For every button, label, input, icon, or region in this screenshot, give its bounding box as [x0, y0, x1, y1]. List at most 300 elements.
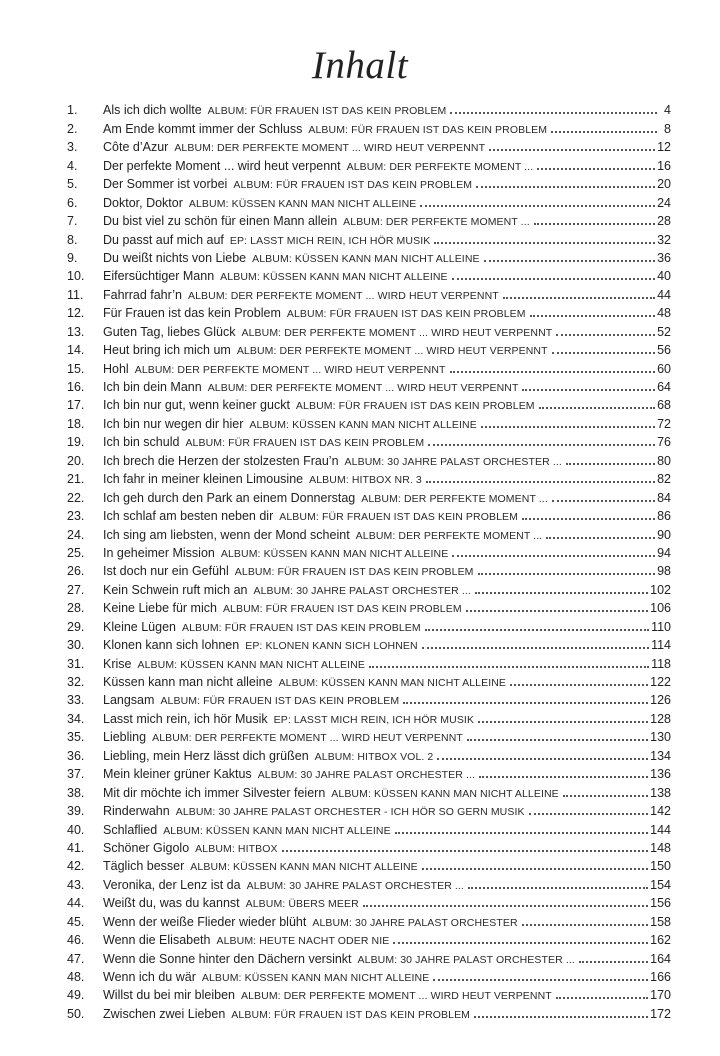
- album-name: ALBUM: 30 JAHRE PALAST ORCHESTER ...: [253, 584, 471, 597]
- album-name: ALBUM: DER PERFEKTE MOMENT ... WIRD HEUT VERPENNT: [236, 345, 548, 358]
- toc-entry: [67, 744, 671, 762]
- toc-entry: [67, 99, 671, 117]
- entry-number: 50.: [67, 1006, 85, 1021]
- dot-leader: [522, 924, 649, 926]
- song-title: Wenn die Sonne hinter den Dächern versinkt: [103, 951, 352, 966]
- song-title: Côte d’Azur: [103, 140, 169, 155]
- entry-number: 6.: [67, 195, 78, 210]
- album-name: ALBUM: FÜR FRAUEN IST DAS KEIN PROBLEM: [207, 105, 447, 118]
- entry-number: 45.: [67, 914, 85, 929]
- album-name: ALBUM: HEUTE NACHT ODER NIE: [216, 935, 390, 948]
- page-number: 126: [650, 693, 671, 708]
- toc-entry: [67, 800, 671, 818]
- album-name: EP: LASST MICH REIN, ICH HÖR MUSIK: [229, 234, 431, 247]
- song-title: Du bist viel zu schön für einen Mann allein: [103, 214, 338, 229]
- entry-number: 32.: [67, 675, 85, 689]
- entry-number: 36.: [67, 748, 85, 763]
- page-number: 36: [657, 250, 671, 265]
- song-title: Der Sommer ist vorbei: [103, 177, 228, 192]
- toc-entry: [67, 283, 671, 301]
- entry-number: 1.: [67, 103, 78, 118]
- page-number: 164: [650, 951, 671, 966]
- entry-number: 25.: [67, 545, 85, 560]
- dot-leader: [433, 979, 648, 981]
- dot-leader: [403, 702, 648, 704]
- entry-number: 31.: [67, 656, 85, 671]
- page-number: 28: [657, 214, 671, 229]
- toc-entry: [67, 339, 671, 357]
- entry-number: 15.: [67, 361, 85, 376]
- page-number: 122: [650, 675, 671, 689]
- dot-leader: [522, 518, 655, 520]
- song-title: Küssen kann man nicht alleine: [103, 675, 273, 689]
- dot-leader: [468, 887, 648, 889]
- dot-leader: [420, 205, 655, 207]
- song-title: In geheimer Mission: [103, 545, 215, 560]
- entry-number: 44.: [67, 896, 85, 911]
- entry-number: 8.: [67, 232, 78, 247]
- song-title: Keine Liebe für mich: [103, 601, 217, 616]
- song-title: Liebling, mein Herz lässt dich grüßen: [103, 748, 309, 763]
- toc-entry: [67, 431, 671, 449]
- page-number: 16: [657, 158, 671, 173]
- toc-entry: [67, 154, 671, 172]
- page-number: 110: [651, 619, 671, 634]
- toc-entry: [67, 966, 671, 984]
- album-name: ALBUM: FÜR FRAUEN IST DAS KEIN PROBLEM: [181, 621, 421, 634]
- entry-number: 49.: [67, 988, 85, 1003]
- dot-leader: [534, 223, 655, 225]
- entry-number: 38.: [67, 785, 85, 800]
- song-title: Doktor, Doktor: [103, 195, 183, 210]
- entry-number: 29.: [67, 619, 85, 634]
- album-name: ALBUM: KÜSSEN KANN MAN NICHT ALLEINE: [278, 677, 507, 689]
- song-title: Schlaflied: [103, 822, 158, 837]
- page-number: 12: [657, 140, 671, 155]
- album-name: ALBUM: KÜSSEN KANN MAN NICHT ALLEINE: [331, 787, 559, 800]
- entry-number: 12.: [67, 306, 85, 321]
- song-title: Weißt du, was du kannst: [103, 896, 240, 911]
- song-title: Wenn der weiße Flieder wieder blüht: [103, 914, 307, 929]
- album-name: ALBUM: DER PERFEKTE MOMENT ...: [346, 160, 534, 173]
- album-name: ALBUM: HITBOX: [195, 842, 278, 855]
- song-title: Wenn die Elisabeth: [103, 933, 211, 948]
- dot-leader: [434, 242, 655, 244]
- entry-number: 46.: [67, 933, 85, 948]
- dot-leader: [422, 647, 649, 649]
- toc-entry: [67, 726, 671, 744]
- song-title: Du weißt nichts von Liebe: [103, 250, 247, 265]
- song-title: Fahrrad fahr’n: [103, 287, 182, 302]
- album-name: ALBUM: KÜSSEN KANN MAN NICHT ALLEINE: [252, 252, 480, 265]
- entry-number: 34.: [67, 711, 85, 726]
- dot-leader: [489, 149, 655, 151]
- entry-number: 4.: [67, 158, 78, 173]
- entry-number: 13.: [67, 324, 85, 339]
- album-name: ALBUM: KÜSSEN KANN MAN NICHT ALLEINE: [249, 418, 477, 431]
- toc-entry: [67, 228, 671, 246]
- page-number: 148: [650, 840, 671, 855]
- album-name: ALBUM: DER PERFEKTE MOMENT ... WIRD HEUT VERPENNT: [241, 990, 552, 1003]
- song-title: Für Frauen ist das kein Problem: [103, 306, 281, 321]
- album-name: ALBUM: KÜSSEN KANN MAN NICHT ALLEINE: [220, 271, 448, 284]
- toc-entry: [67, 320, 671, 338]
- song-title: Eifersüchtiger Mann: [103, 269, 215, 284]
- toc-entry: [67, 173, 671, 191]
- dot-leader: [467, 739, 648, 741]
- song-title: Ich geh durch den Park an einem Donnerstag: [103, 490, 356, 505]
- page-number: 4: [664, 103, 671, 118]
- page-number: 86: [657, 509, 671, 524]
- entry-number: 3.: [67, 140, 78, 155]
- toc-entry: [67, 302, 671, 320]
- page-number: 64: [657, 380, 671, 394]
- entry-number: 48.: [67, 970, 85, 984]
- dot-leader: [566, 463, 655, 465]
- album-name: EP: LASST MICH REIN, ICH HÖR MUSIK: [273, 713, 475, 726]
- album-name: ALBUM: FÜR FRAUEN IST DAS KEIN PROBLEM: [308, 123, 548, 136]
- song-title: Du passt auf mich auf: [103, 232, 224, 247]
- dot-leader: [428, 444, 655, 446]
- entry-number: 21.: [67, 472, 85, 487]
- toc-entry: [67, 781, 671, 799]
- page-number: 130: [650, 730, 671, 745]
- toc-entry: [67, 689, 671, 707]
- entry-number: 26.: [67, 564, 85, 579]
- entry-number: 30.: [67, 638, 85, 653]
- page-number: 114: [651, 638, 671, 653]
- album-name: ALBUM: DER PERFEKTE MOMENT ... WIRD HEUT VERPENNT: [187, 289, 499, 302]
- entry-number: 16.: [67, 380, 85, 394]
- album-name: ALBUM: 30 JAHRE PALAST ORCHESTER ...: [246, 879, 464, 892]
- song-title: Ich bin dein Mann: [103, 380, 202, 394]
- album-name: ALBUM: FÜR FRAUEN IST DAS KEIN PROBLEM: [222, 603, 462, 616]
- entry-number: 28.: [67, 601, 85, 616]
- album-name: ALBUM: 30 JAHRE PALAST ORCHESTER: [312, 916, 518, 929]
- dot-leader: [476, 186, 655, 188]
- table-of-contents: [67, 99, 671, 1021]
- entry-number: 41.: [67, 840, 85, 855]
- entry-number: 18.: [67, 416, 85, 431]
- dot-leader: [422, 868, 648, 870]
- dot-leader: [474, 1016, 648, 1018]
- page-number: 154: [650, 877, 671, 892]
- album-name: ALBUM: FÜR FRAUEN IST DAS KEIN PROBLEM: [160, 695, 400, 708]
- entry-number: 19.: [67, 435, 85, 450]
- song-title: Ich schlaf am besten neben dir: [103, 509, 274, 524]
- toc-entry: [67, 634, 671, 652]
- dot-leader: [395, 832, 648, 834]
- album-name: EP: KLONEN KANN SICH LOHNEN: [245, 640, 418, 653]
- album-name: ALBUM: KÜSSEN KANN MAN NICHT ALLEINE: [137, 658, 365, 671]
- toc-entry: [67, 892, 671, 910]
- album-name: ALBUM: ÜBERS MEER: [245, 898, 359, 911]
- dot-leader: [563, 795, 648, 797]
- entry-number: 43.: [67, 877, 85, 892]
- entry-number: 35.: [67, 730, 85, 745]
- page-number: 20: [657, 177, 671, 192]
- album-name: ALBUM: DER PERFEKTE MOMENT ... WIRD HEUT VERPENNT: [174, 142, 486, 155]
- dot-leader: [551, 131, 657, 133]
- album-name: ALBUM: DER PERFEKTE MOMENT ...: [343, 216, 530, 229]
- dot-leader: [452, 278, 655, 280]
- entry-number: 20.: [67, 453, 85, 468]
- dot-leader: [510, 684, 648, 686]
- album-name: ALBUM: 30 JAHRE PALAST ORCHESTER - ICH HÖR SO GERN MUSIK: [175, 806, 525, 819]
- song-title: Willst du bei mir bleiben: [103, 988, 235, 1003]
- song-title: Veronika, der Lenz ist da: [103, 877, 241, 892]
- entry-number: 9.: [67, 250, 78, 265]
- song-title: Kein Schwein ruft mich an: [103, 582, 248, 597]
- page-number: 56: [657, 343, 671, 358]
- dot-leader: [426, 481, 655, 483]
- toc-entry: [67, 984, 671, 1002]
- dot-leader: [393, 942, 648, 944]
- song-title: Schöner Gigolo: [103, 840, 190, 855]
- page-number: 82: [657, 472, 671, 487]
- song-title: Hohl: [103, 361, 129, 376]
- dot-leader: [579, 961, 648, 963]
- page-number: 76: [657, 435, 671, 450]
- toc-entry: [67, 873, 671, 891]
- album-name: ALBUM: DER PERFEKTE MOMENT ... WIRD HEUT VERPENNT: [134, 363, 446, 376]
- song-title: Wenn ich du wär: [103, 970, 196, 984]
- album-name: ALBUM: FÜR FRAUEN IST DAS KEIN PROBLEM: [279, 511, 518, 524]
- page-number: 44: [657, 287, 671, 302]
- dot-leader: [466, 610, 648, 612]
- song-title: Lasst mich rein, ich hör Musik: [103, 711, 268, 726]
- dot-leader: [452, 555, 655, 557]
- entry-number: 10.: [67, 269, 85, 284]
- toc-entry: [67, 910, 671, 928]
- toc-entry: [67, 468, 671, 486]
- album-name: ALBUM: FÜR FRAUEN IST DAS KEIN PROBLEM: [295, 400, 535, 413]
- song-title: Klonen kann sich lohnen: [103, 638, 240, 653]
- dot-leader: [556, 997, 648, 999]
- toc-entry: [67, 947, 671, 965]
- entry-number: 24.: [67, 527, 85, 542]
- dot-leader: [479, 776, 648, 778]
- page-number: 32: [657, 232, 671, 247]
- toc-entry: [67, 929, 671, 947]
- entry-number: 40.: [67, 822, 85, 837]
- album-name: ALBUM: 30 JAHRE PALAST ORCHESTER ...: [357, 953, 575, 966]
- song-title: Ich fahr in meiner kleinen Limousine: [103, 472, 304, 487]
- song-title: Ich bin nur gut, wenn keiner guckt: [103, 398, 290, 413]
- toc-entry: [67, 763, 671, 781]
- page-number: 84: [657, 490, 671, 505]
- album-name: ALBUM: FÜR FRAUEN IST DAS KEIN PROBLEM: [286, 308, 526, 321]
- toc-entry: [67, 707, 671, 725]
- entry-number: 14.: [67, 343, 85, 358]
- album-name: ALBUM: HITBOX VOL. 2: [314, 750, 434, 763]
- song-title: Kleine Lügen: [103, 619, 176, 634]
- dot-leader: [556, 334, 655, 336]
- page-number: 8: [664, 121, 671, 136]
- entry-number: 27.: [67, 582, 85, 597]
- toc-entry: [67, 818, 671, 836]
- dot-leader: [522, 389, 655, 391]
- entry-number: 7.: [67, 214, 78, 229]
- album-name: ALBUM: DER PERFEKTE MOMENT ... WIRD HEUT VERPENNT: [152, 732, 463, 745]
- dot-leader: [552, 352, 655, 354]
- page-number: 144: [650, 822, 671, 837]
- dot-leader: [450, 112, 657, 114]
- page-number: 24: [657, 195, 671, 210]
- toc-entry: [67, 578, 671, 596]
- page-number: 172: [650, 1006, 671, 1021]
- page-number: 156: [650, 896, 671, 911]
- toc-entry: [67, 542, 671, 560]
- page-number: 166: [650, 970, 671, 984]
- dot-leader: [546, 537, 655, 539]
- dot-leader: [450, 371, 656, 373]
- dot-leader: [530, 315, 656, 317]
- page-number: 72: [657, 416, 671, 431]
- entry-number: 23.: [67, 509, 85, 524]
- page-number: 68: [657, 398, 671, 413]
- dot-leader: [529, 813, 649, 815]
- toc-entry: [67, 505, 671, 523]
- toc-entry: [67, 615, 671, 633]
- page-number: 40: [657, 269, 671, 284]
- album-name: ALBUM: DER PERFEKTE MOMENT ... WIRD HEUT VERPENNT: [207, 382, 519, 394]
- album-name: ALBUM: 30 JAHRE PALAST ORCHESTER ...: [344, 455, 562, 468]
- song-title: Heut bring ich mich um: [103, 343, 231, 358]
- song-title: Rinderwahn: [103, 804, 170, 819]
- page-number: 142: [650, 804, 671, 819]
- page-number: 94: [657, 545, 671, 560]
- entry-number: 22.: [67, 490, 85, 505]
- page-number: 60: [657, 361, 671, 376]
- page-number: 150: [650, 859, 671, 874]
- song-title: Ich bin schuld: [103, 435, 180, 450]
- toc-entry: [67, 136, 671, 154]
- song-title: Am Ende kommt immer der Schluss: [103, 121, 303, 136]
- toc-entry: [67, 394, 671, 412]
- toc-entry: [67, 855, 671, 873]
- entry-number: 17.: [67, 398, 85, 413]
- dot-leader: [437, 758, 648, 760]
- dot-leader: [484, 260, 655, 262]
- toc-entry: [67, 1002, 671, 1020]
- dot-leader: [369, 666, 649, 668]
- dot-leader: [475, 592, 648, 594]
- page-number: 80: [657, 453, 671, 468]
- album-name: ALBUM: DER PERFEKTE MOMENT ...: [355, 529, 543, 542]
- entry-number: 11.: [67, 287, 84, 302]
- toc-entry: [67, 117, 671, 135]
- toc-entry: [67, 837, 671, 855]
- toc-entry: [67, 449, 671, 467]
- page-number: 134: [650, 748, 671, 763]
- page-number: 170: [650, 988, 671, 1003]
- dot-leader: [478, 573, 656, 575]
- song-title: Mit dir möchte ich immer Silvester feiern: [103, 785, 326, 800]
- entry-number: 2.: [67, 121, 78, 136]
- page-number: 162: [650, 933, 671, 948]
- toc-entry: [67, 560, 671, 578]
- album-name: ALBUM: KÜSSEN KANN MAN NICHT ALLEINE: [163, 824, 391, 837]
- song-title: Ich sing am liebsten, wenn der Mond scheint: [103, 527, 350, 542]
- page-number: 52: [657, 324, 671, 339]
- page-number: 158: [650, 914, 671, 929]
- song-title: Ich bin nur wegen dir hier: [103, 416, 244, 431]
- song-title: Ist doch nur ein Gefühl: [103, 564, 229, 579]
- album-name: ALBUM: DER PERFEKTE MOMENT ... WIRD HEUT VERPENNT: [241, 326, 553, 339]
- toc-entry: [67, 376, 671, 394]
- album-name: ALBUM: KÜSSEN KANN MAN NICHT ALLEINE: [188, 197, 417, 210]
- album-name: ALBUM: FÜR FRAUEN IST DAS KEIN PROBLEM: [231, 1008, 471, 1021]
- toc-entry: [67, 357, 671, 375]
- page-number: 48: [657, 306, 671, 321]
- song-title: Ich brech die Herzen der stolzesten Frau’n: [103, 453, 339, 468]
- entry-number: 39.: [67, 804, 85, 819]
- album-name: ALBUM: HITBOX NR. 3: [309, 474, 422, 487]
- toc-entry: [67, 523, 671, 541]
- album-name: ALBUM: KÜSSEN KANN MAN NICHT ALLEINE: [201, 972, 430, 984]
- song-title: Guten Tag, liebes Glück: [103, 324, 236, 339]
- toc-entry: [67, 671, 671, 689]
- dot-leader: [282, 850, 649, 852]
- toc-entry: [67, 210, 671, 228]
- dot-leader: [537, 168, 655, 170]
- dot-leader: [363, 905, 648, 907]
- dot-leader: [503, 297, 655, 299]
- song-title: Als ich dich wollte: [103, 103, 202, 118]
- page-number: 136: [650, 767, 671, 782]
- song-title: Zwischen zwei Lieben: [103, 1006, 226, 1021]
- album-name: ALBUM: KÜSSEN KANN MAN NICHT ALLEINE: [220, 547, 449, 560]
- entry-number: 33.: [67, 693, 85, 708]
- entry-number: 37.: [67, 767, 85, 782]
- song-title: Der perfekte Moment ... wird heut verpennt: [103, 158, 341, 173]
- song-title: Krise: [103, 656, 132, 671]
- dot-leader: [481, 426, 655, 428]
- toc-entry: [67, 265, 671, 283]
- toc-entry: [67, 247, 671, 265]
- toc-entry: [67, 486, 671, 504]
- song-title: Liebling: [103, 730, 147, 745]
- dot-leader: [539, 407, 655, 409]
- entry-number: 42.: [67, 859, 85, 874]
- album-name: ALBUM: FÜR FRAUEN IST DAS KEIN PROBLEM: [234, 566, 474, 579]
- album-name: ALBUM: FÜR FRAUEN IST DAS KEIN PROBLEM: [233, 179, 473, 192]
- song-title: Mein kleiner grüner Kaktus: [103, 767, 252, 782]
- entry-number: 47.: [67, 951, 85, 966]
- dot-leader: [425, 629, 649, 631]
- song-title: Langsam: [103, 693, 155, 708]
- album-name: ALBUM: 30 JAHRE PALAST ORCHESTER ...: [257, 769, 476, 782]
- page-number: 106: [650, 601, 671, 616]
- page-number: 128: [650, 711, 671, 726]
- page-number: 118: [651, 656, 671, 671]
- page-number: 138: [650, 785, 671, 800]
- dot-leader: [478, 721, 648, 723]
- entry-number: 5.: [67, 177, 78, 192]
- album-name: ALBUM: KÜSSEN KANN MAN NICHT ALLEINE: [190, 861, 418, 874]
- page-title: Inhalt: [311, 44, 409, 87]
- page-number: 90: [657, 527, 671, 542]
- page-number: 102: [650, 582, 671, 597]
- toc-entry: [67, 191, 671, 209]
- page-number: 98: [657, 564, 671, 579]
- toc-entry: [67, 597, 671, 615]
- dot-leader: [552, 500, 655, 502]
- album-name: ALBUM: FÜR FRAUEN IST DAS KEIN PROBLEM: [185, 437, 425, 450]
- album-name: ALBUM: DER PERFEKTE MOMENT ...: [361, 492, 548, 505]
- toc-entry: [67, 412, 671, 430]
